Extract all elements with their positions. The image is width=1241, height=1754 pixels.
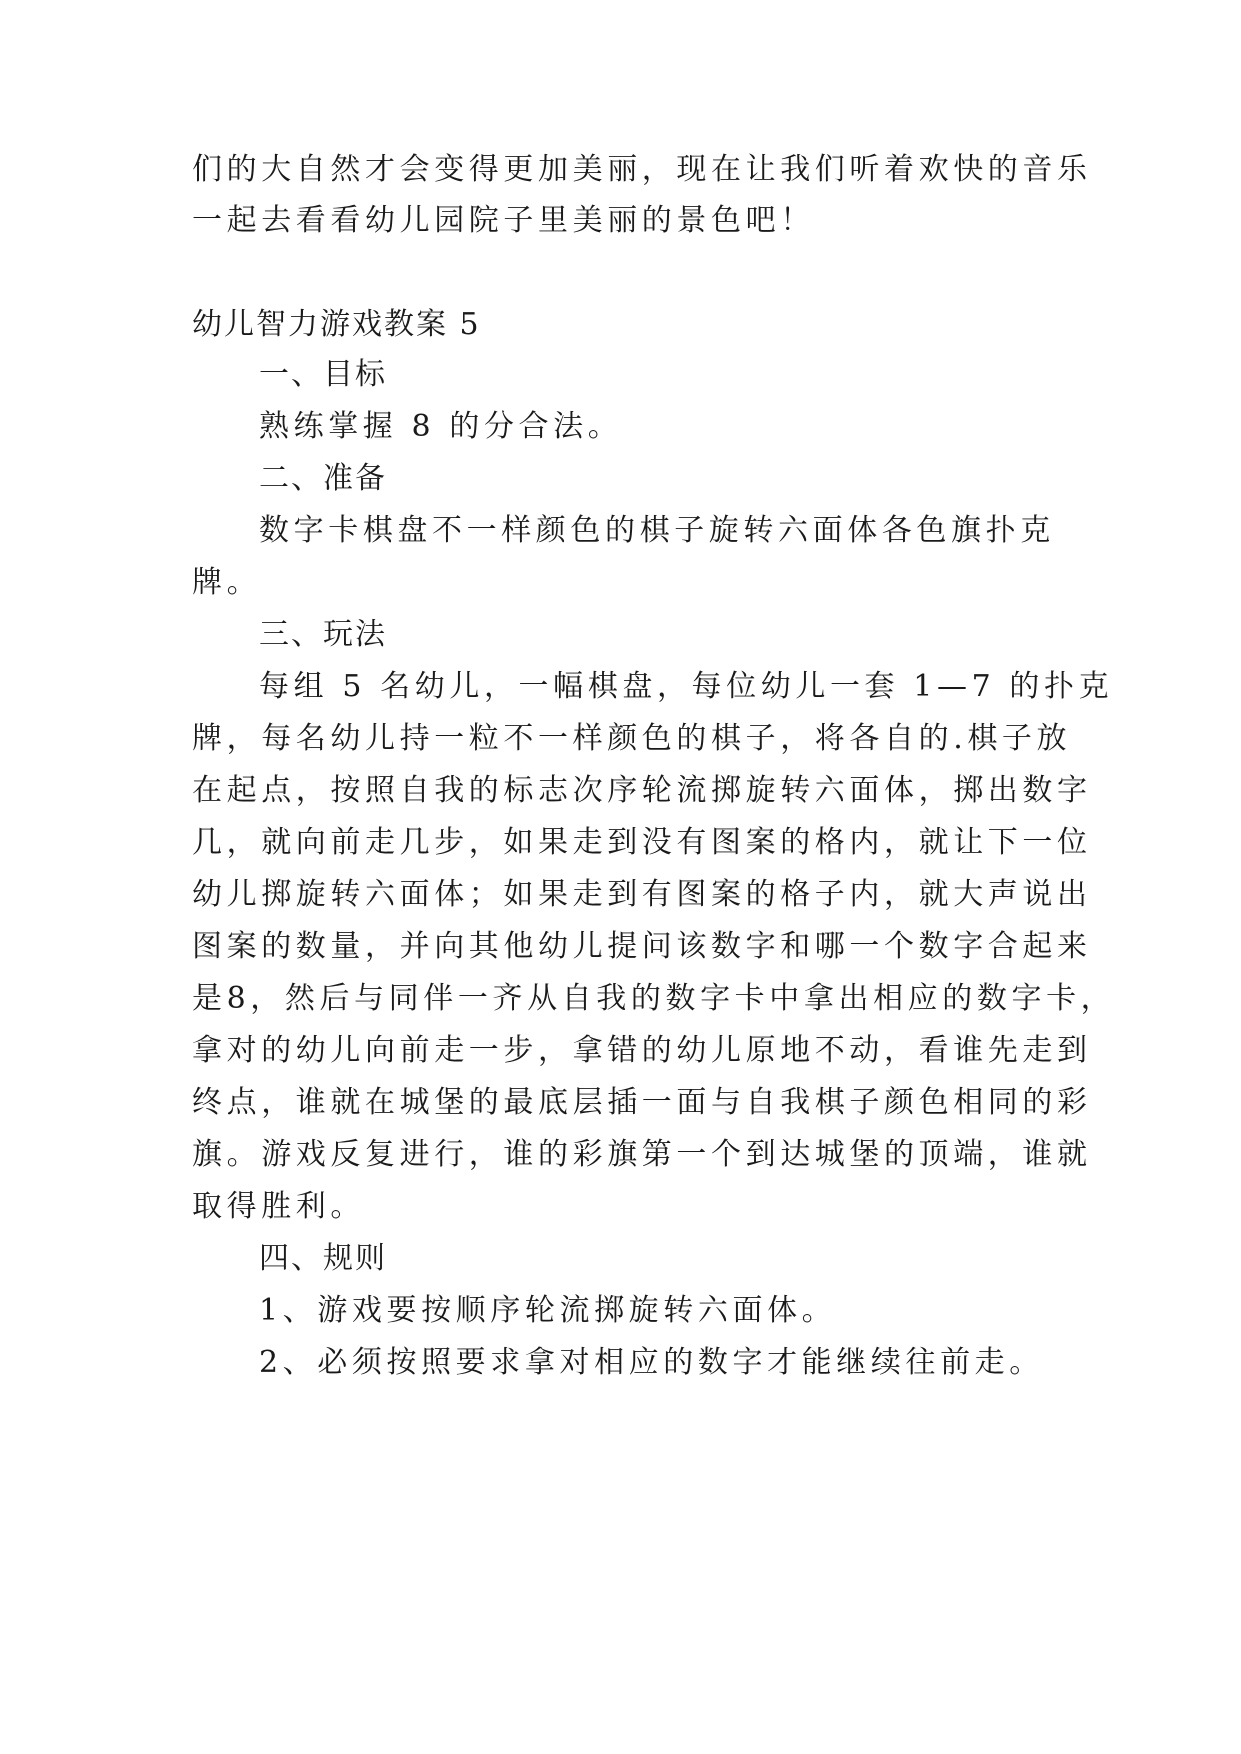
section-body-play-line: 在起点，按照自我的标志次序轮流掷旋转六面体，掷出数字 [192, 773, 1092, 808]
section-body-play-line: 是8，然后与同伴一齐从自我的数字卡中拿出相应的数字卡， [192, 981, 1116, 1016]
section-body-prep-line: 牌。 [192, 565, 262, 600]
section-body-goal: 熟练掌握 8 的分合法。 [259, 409, 623, 444]
section-body-play-line: 图案的数量，并向其他幼儿提问该数字和哪一个数字合起来 [192, 929, 1092, 964]
rule-item: 1、游戏要按顺序轮流掷旋转六面体。 [259, 1293, 837, 1328]
section-heading-rules: 四、规则 [259, 1241, 387, 1276]
section-body-play-line: 拿对的幼儿向前走一步，拿错的幼儿原地不动，看谁先走到 [192, 1033, 1092, 1068]
section-body-play-line: 牌，每名幼儿持一粒不一样颜色的棋子，将各自的.棋子放 [192, 721, 1072, 756]
intro-line: 一起去看看幼儿园院子里美丽的景色吧！ [192, 203, 815, 238]
section-body-play-line: 终点，谁就在城堡的最底层插一面与自我棋子颜色相同的彩 [192, 1085, 1092, 1120]
document-title: 幼儿智力游戏教案 5 [192, 307, 481, 342]
section-body-play-line: 每组 5 名幼儿，一幅棋盘，每位幼儿一套 1—7 的扑克 [259, 669, 1114, 704]
section-body-play-line: 取得胜利。 [192, 1189, 365, 1224]
section-heading-play: 三、玩法 [259, 617, 387, 652]
rule-item: 2、必须按照要求拿对相应的数字才能继续往前走。 [259, 1345, 1044, 1380]
section-body-play-line: 旗。游戏反复进行，谁的彩旗第一个到达城堡的顶端，谁就 [192, 1137, 1092, 1172]
intro-line: 们的大自然才会变得更加美丽，现在让我们听着欢快的音乐 [192, 152, 1092, 187]
section-body-play-line: 幼儿掷旋转六面体；如果走到有图案的格子内，就大声说出 [192, 877, 1092, 912]
section-heading-goal: 一、目标 [259, 357, 387, 392]
section-heading-prep: 二、准备 [259, 461, 387, 496]
section-body-prep-line: 数字卡棋盘不一样颜色的棋子旋转六面体各色旗扑克 [259, 513, 1055, 548]
section-body-play-line: 几，就向前走几步，如果走到没有图案的格内，就让下一位 [192, 825, 1092, 860]
